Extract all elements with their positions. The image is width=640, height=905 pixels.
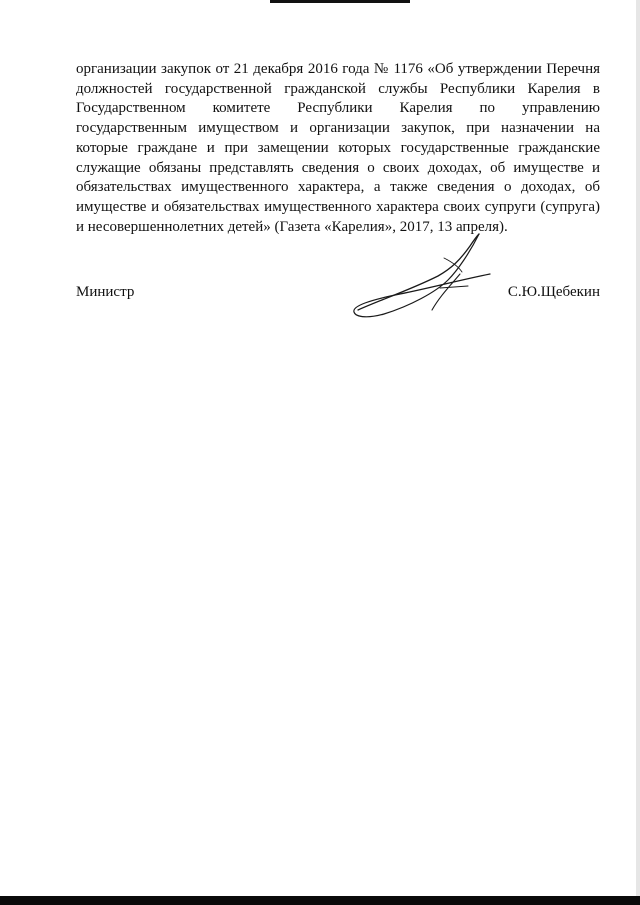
- paragraph-line: должностей государственной гражданской службы Республики Карелия в: [76, 80, 600, 97]
- signer-position: Министр: [76, 284, 135, 300]
- paragraph-line: организации закупок от 21 декабря 2016 года № 1176 «Об утверждении Перечня: [76, 61, 600, 77]
- paragraph-line: имуществе и обязательствах имущественного характера своих супруги (супруга): [76, 198, 600, 215]
- paragraph-line: служащие обязаны представлять сведения о своих доходах, об имуществе и: [76, 159, 600, 176]
- paragraph: [76, 60, 600, 237]
- handwritten-signature: [340, 230, 500, 322]
- signature-block: [76, 284, 600, 308]
- paragraph-line: которые граждане и при замещении которых государственные гражданские: [76, 139, 600, 156]
- scan-edge-top: [270, 0, 410, 3]
- signer-name: С.Ю.Щебекин: [507, 284, 600, 300]
- scan-edge-right: [636, 0, 640, 905]
- paragraph-line: и несовершеннолетних детей» (Газета «Карелия», 2017, 13 апреля).: [76, 218, 508, 235]
- paragraph-line: государственным имуществом и организации закупок, при назначении на: [76, 120, 600, 137]
- scan-edge-bottom: [0, 896, 640, 905]
- paragraph-line: Государственном комитете Республики Карелия по управлению: [76, 100, 600, 117]
- paragraph-line: обязательствах имущественного характера, а также сведения о доходах, об: [76, 179, 600, 196]
